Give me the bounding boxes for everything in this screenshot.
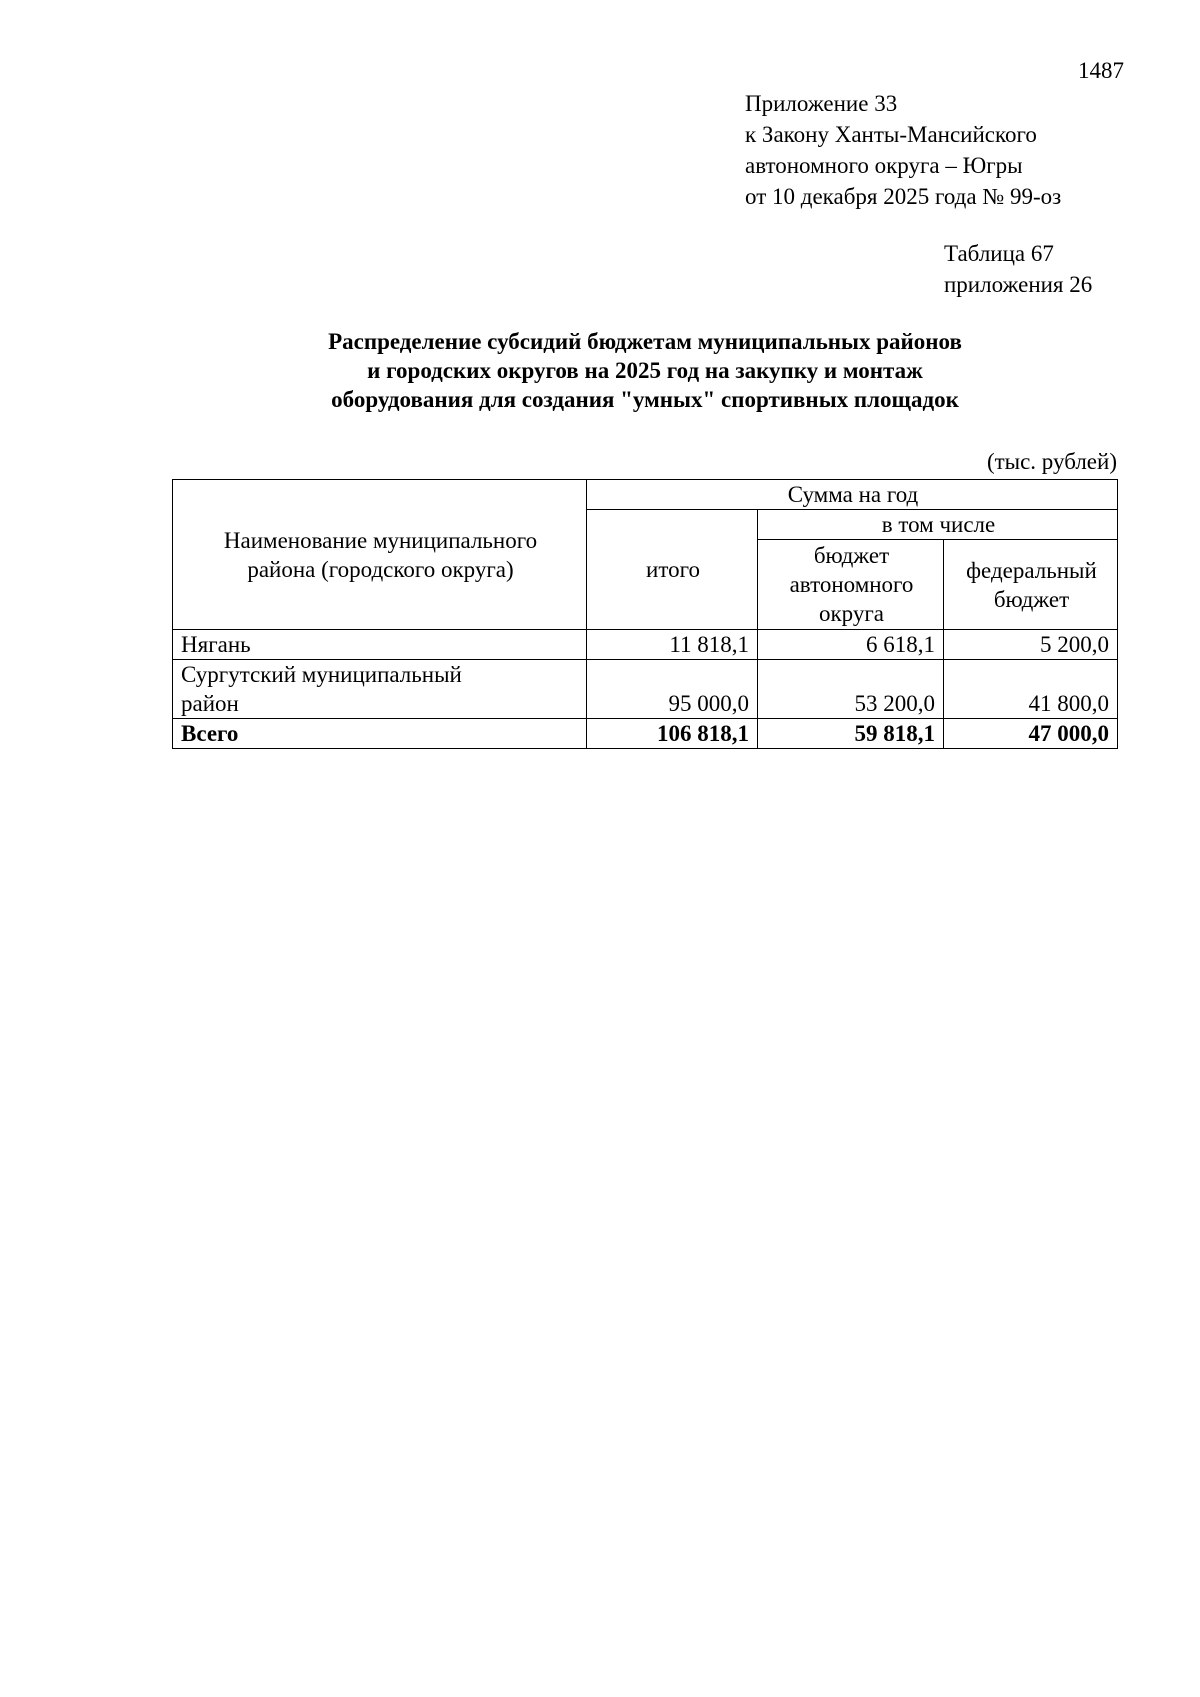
okrug-budget-cell: 6 618,1 bbox=[758, 630, 944, 660]
title-line: Распределение субсидий бюджетам муниципальных районов bbox=[328, 329, 962, 354]
header-text: округа bbox=[818, 601, 884, 626]
municipality-name-text: район bbox=[181, 691, 239, 716]
header-okrug-budget bbox=[758, 540, 944, 630]
page-number: 1487 bbox=[1078, 58, 1124, 83]
header-text: бюджет bbox=[993, 586, 1070, 612]
total-label-cell: Всего bbox=[173, 719, 587, 749]
header-text: автономного bbox=[789, 572, 914, 597]
document-title bbox=[175, 327, 1115, 414]
header-text: Наименование муниципального bbox=[223, 527, 538, 553]
appendix-reference bbox=[745, 88, 1061, 212]
total-cell: 106 818,1 bbox=[587, 719, 758, 749]
header-including: в том числе bbox=[758, 510, 1118, 540]
municipality-name-text: Сургутский муниципальный bbox=[181, 662, 462, 687]
title-line: и городских округов на 2025 год на закупку и монтаж bbox=[367, 358, 923, 383]
header-municipality-name bbox=[173, 480, 587, 630]
appendix-line: к Закону Ханты-Мансийского bbox=[745, 122, 1037, 147]
okrug-budget-cell: 53 200,0 bbox=[758, 660, 944, 719]
title-line: оборудования для создания "умных" спортивных площадок bbox=[331, 387, 959, 412]
appendix-line: автономного округа – Югры bbox=[745, 153, 1023, 178]
okrug-budget-cell: 59 818,1 bbox=[758, 719, 944, 749]
federal-budget-cell: 47 000,0 bbox=[944, 719, 1118, 749]
table-reference bbox=[944, 238, 1092, 300]
municipality-name-cell: Нягань bbox=[173, 630, 587, 660]
appendix-line: Приложение 33 bbox=[745, 91, 898, 116]
total-cell: 11 818,1 bbox=[587, 630, 758, 660]
federal-budget-cell: 41 800,0 bbox=[944, 660, 1118, 719]
table-row bbox=[173, 660, 1118, 719]
federal-budget-cell: 5 200,0 bbox=[944, 630, 1118, 660]
table-ref-line: приложения 26 bbox=[944, 272, 1093, 297]
municipality-name-cell bbox=[173, 660, 587, 719]
table-header-row bbox=[173, 480, 1118, 510]
total-cell: 95 000,0 bbox=[587, 660, 758, 719]
subsidy-table bbox=[172, 479, 1118, 749]
header-federal-budget bbox=[944, 540, 1118, 630]
units-note: (тыс. рублей) bbox=[986, 449, 1117, 474]
header-total: итого bbox=[587, 510, 758, 630]
table-row bbox=[173, 630, 1118, 660]
header-text: бюджет bbox=[813, 543, 890, 568]
header-sum-for-year: Сумма на год bbox=[587, 480, 1118, 510]
table-total-row bbox=[173, 719, 1118, 749]
table-ref-line: Таблица 67 bbox=[944, 241, 1054, 266]
header-text: района (городского округа) bbox=[247, 556, 514, 582]
appendix-line: от 10 декабря 2025 года № 99-оз bbox=[745, 184, 1062, 209]
header-text: федеральный bbox=[966, 557, 1097, 583]
